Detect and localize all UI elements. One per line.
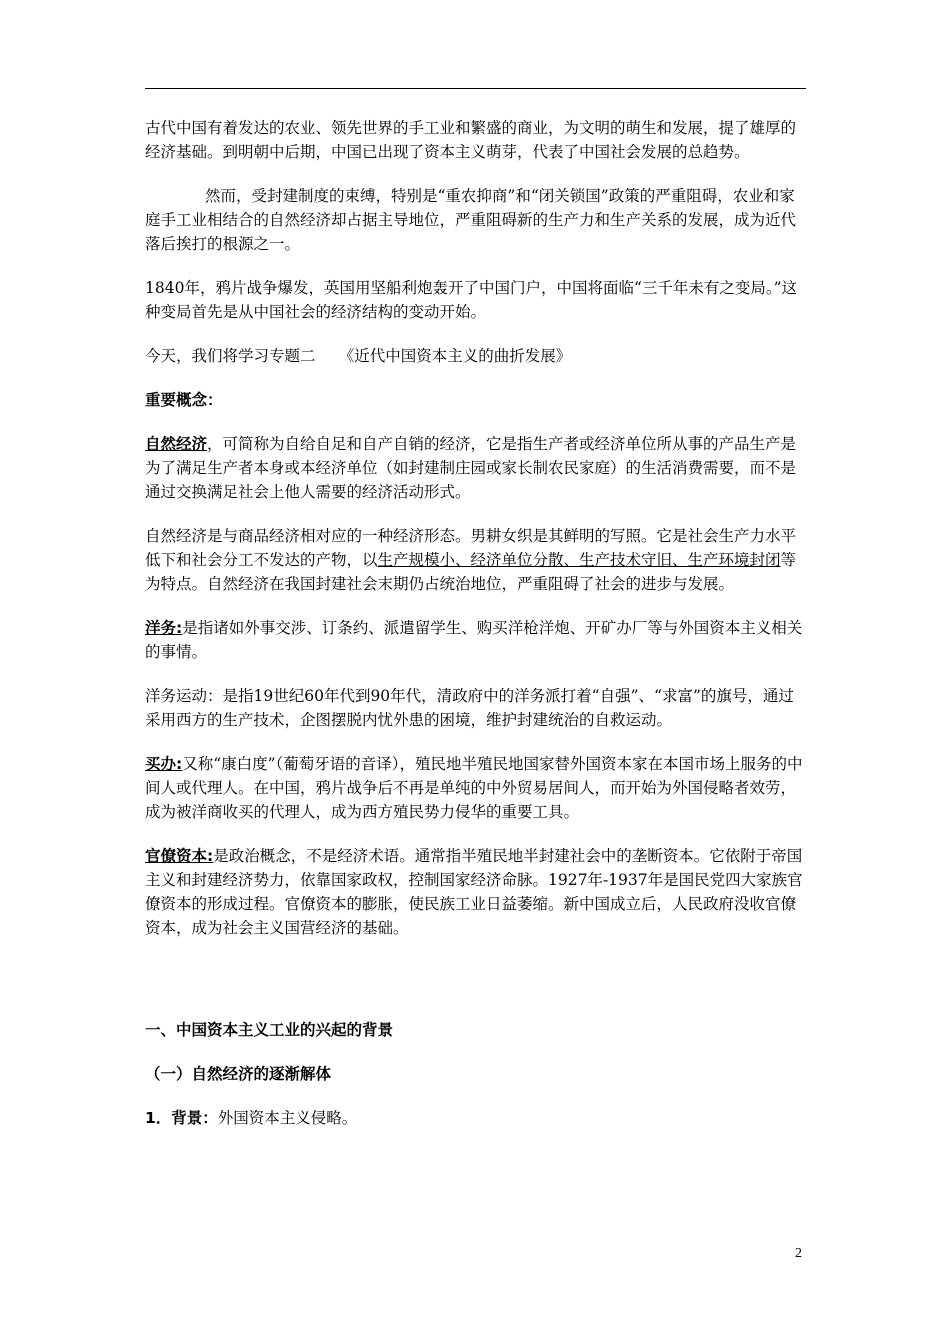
guanliao-text: 是政治概念，不是经济术语。通常指半殖民地半封建社会中的垄断资本。它依附于帝国主义和封建经济势力，依靠国家政权，控制国家经济命脉。1927年-1937年是国民党四大家族官僚资本的形成过程。官僚资本的膨胀，使民族工业日益萎缩。新中国成立后，人民政府没收官僚资本，成为社会主义国营经济的基础。 <box>145 847 803 937</box>
maiban-text: 又称“康白度”（葡萄牙语的音译），殖民地半殖民地国家替外国资本家在本国市场上服务的中间人或代理人。在中国，鸦片战争后不再是单纯的中外贸易居间人，而开始为外国侵略者效劳，成为被洋商收买的代理人，成为西方殖民势力侵华的重要工具。 <box>145 755 803 821</box>
natural-economy-detail <box>145 524 806 596</box>
detail-before: 自然经济是与商品经济相对应的一种经济形态。男耕女织是其鲜明的写照。它是社会生产力水平低下和社会分工不发达的产物，以 <box>145 527 797 569</box>
detail-underlined: 生产规模小、经济单位分散、生产技术守旧、生产环境封闭 <box>377 551 781 569</box>
opium-war-paragraph: 1840年，鸦片战争爆发，英国用坚船利炮轰开了中国门户，中国将面临“三千年未有之变局。”这种变局首先是从中国社会的经济结构的变动开始。 <box>145 279 798 321</box>
item-text: 外国资本主义侵略。 <box>217 1109 358 1127</box>
term-natural-economy: 自然经济 <box>145 435 208 453</box>
guanliao-definition <box>145 844 806 940</box>
term-guanliao: 官僚资本: <box>145 847 214 865</box>
item-background <box>145 1106 806 1130</box>
section-heading: 一、中国资本主义工业的兴起的背景 <box>145 1021 394 1039</box>
yangwu-text: 是指诸如外事交涉、订条约、派遣留学生、购买洋枪洋炮、开矿办厂等与外国资本主义相关的事情。 <box>145 619 803 661</box>
term-yangwu: 洋务: <box>145 619 183 637</box>
yangwu-definition <box>145 616 806 664</box>
page-number: 2 <box>795 1246 802 1261</box>
detail-after: 等为特点。自然经济在我国封建社会末期仍占统治地位，严重阻碍了社会的进步与发展。 <box>145 551 797 593</box>
header-rule <box>145 88 806 89</box>
natural-economy-definition <box>145 432 806 504</box>
feudal-paragraph: 然而，受封建制度的束缚，特别是“重农抑商”和“闭关锁国”政策的严重阻碍，农业和家庭手工业相结合的自然经济却占据主导地位，严重阻碍新的生产力和生产关系的发展，成为近代落后挨打的根源之一。 <box>145 187 797 253</box>
subsection-heading: （一）自然经济的逐渐解体 <box>145 1065 332 1083</box>
term-maiban: 买办: <box>145 755 183 773</box>
intro-paragraph: 古代中国有着发达的农业、领先世界的手工业和繁盛的商业，为文明的萌生和发展，提了雄厚的经济基础。到明朝中后期，中国已出现了资本主义萌芽，代表了中国社会发展的总趋势。 <box>145 119 797 161</box>
maiban-definition <box>145 752 806 824</box>
yangwu-movement-definition: 洋务运动：是指19世纪60年代到90年代，清政府中的洋务派打着“自强”、“求富”的旗号，通过采用西方的生产技术，企图摆脱内忧外患的困境，维护封建统治的自救运动。 <box>145 687 794 729</box>
section-spacer <box>145 960 806 1018</box>
topic-paragraph: 今天，我们将学习专题二 《近代中国资本主义的曲折发展》 <box>145 347 572 365</box>
item-label: 1．背景： <box>145 1109 218 1127</box>
concepts-heading: 重要概念： <box>145 391 223 409</box>
document-body <box>145 116 806 1150</box>
natural-economy-text: ，可简称为自给自足和自产自销的经济，它是指生产者或经济单位所从事的产品生产是为了满足生产者本身或本经济单位（如封建制庄园或家长制农民家庭）的生活消费需要，而不是通过交换满足社会上他人需要的经济活动形式。 <box>145 435 797 501</box>
